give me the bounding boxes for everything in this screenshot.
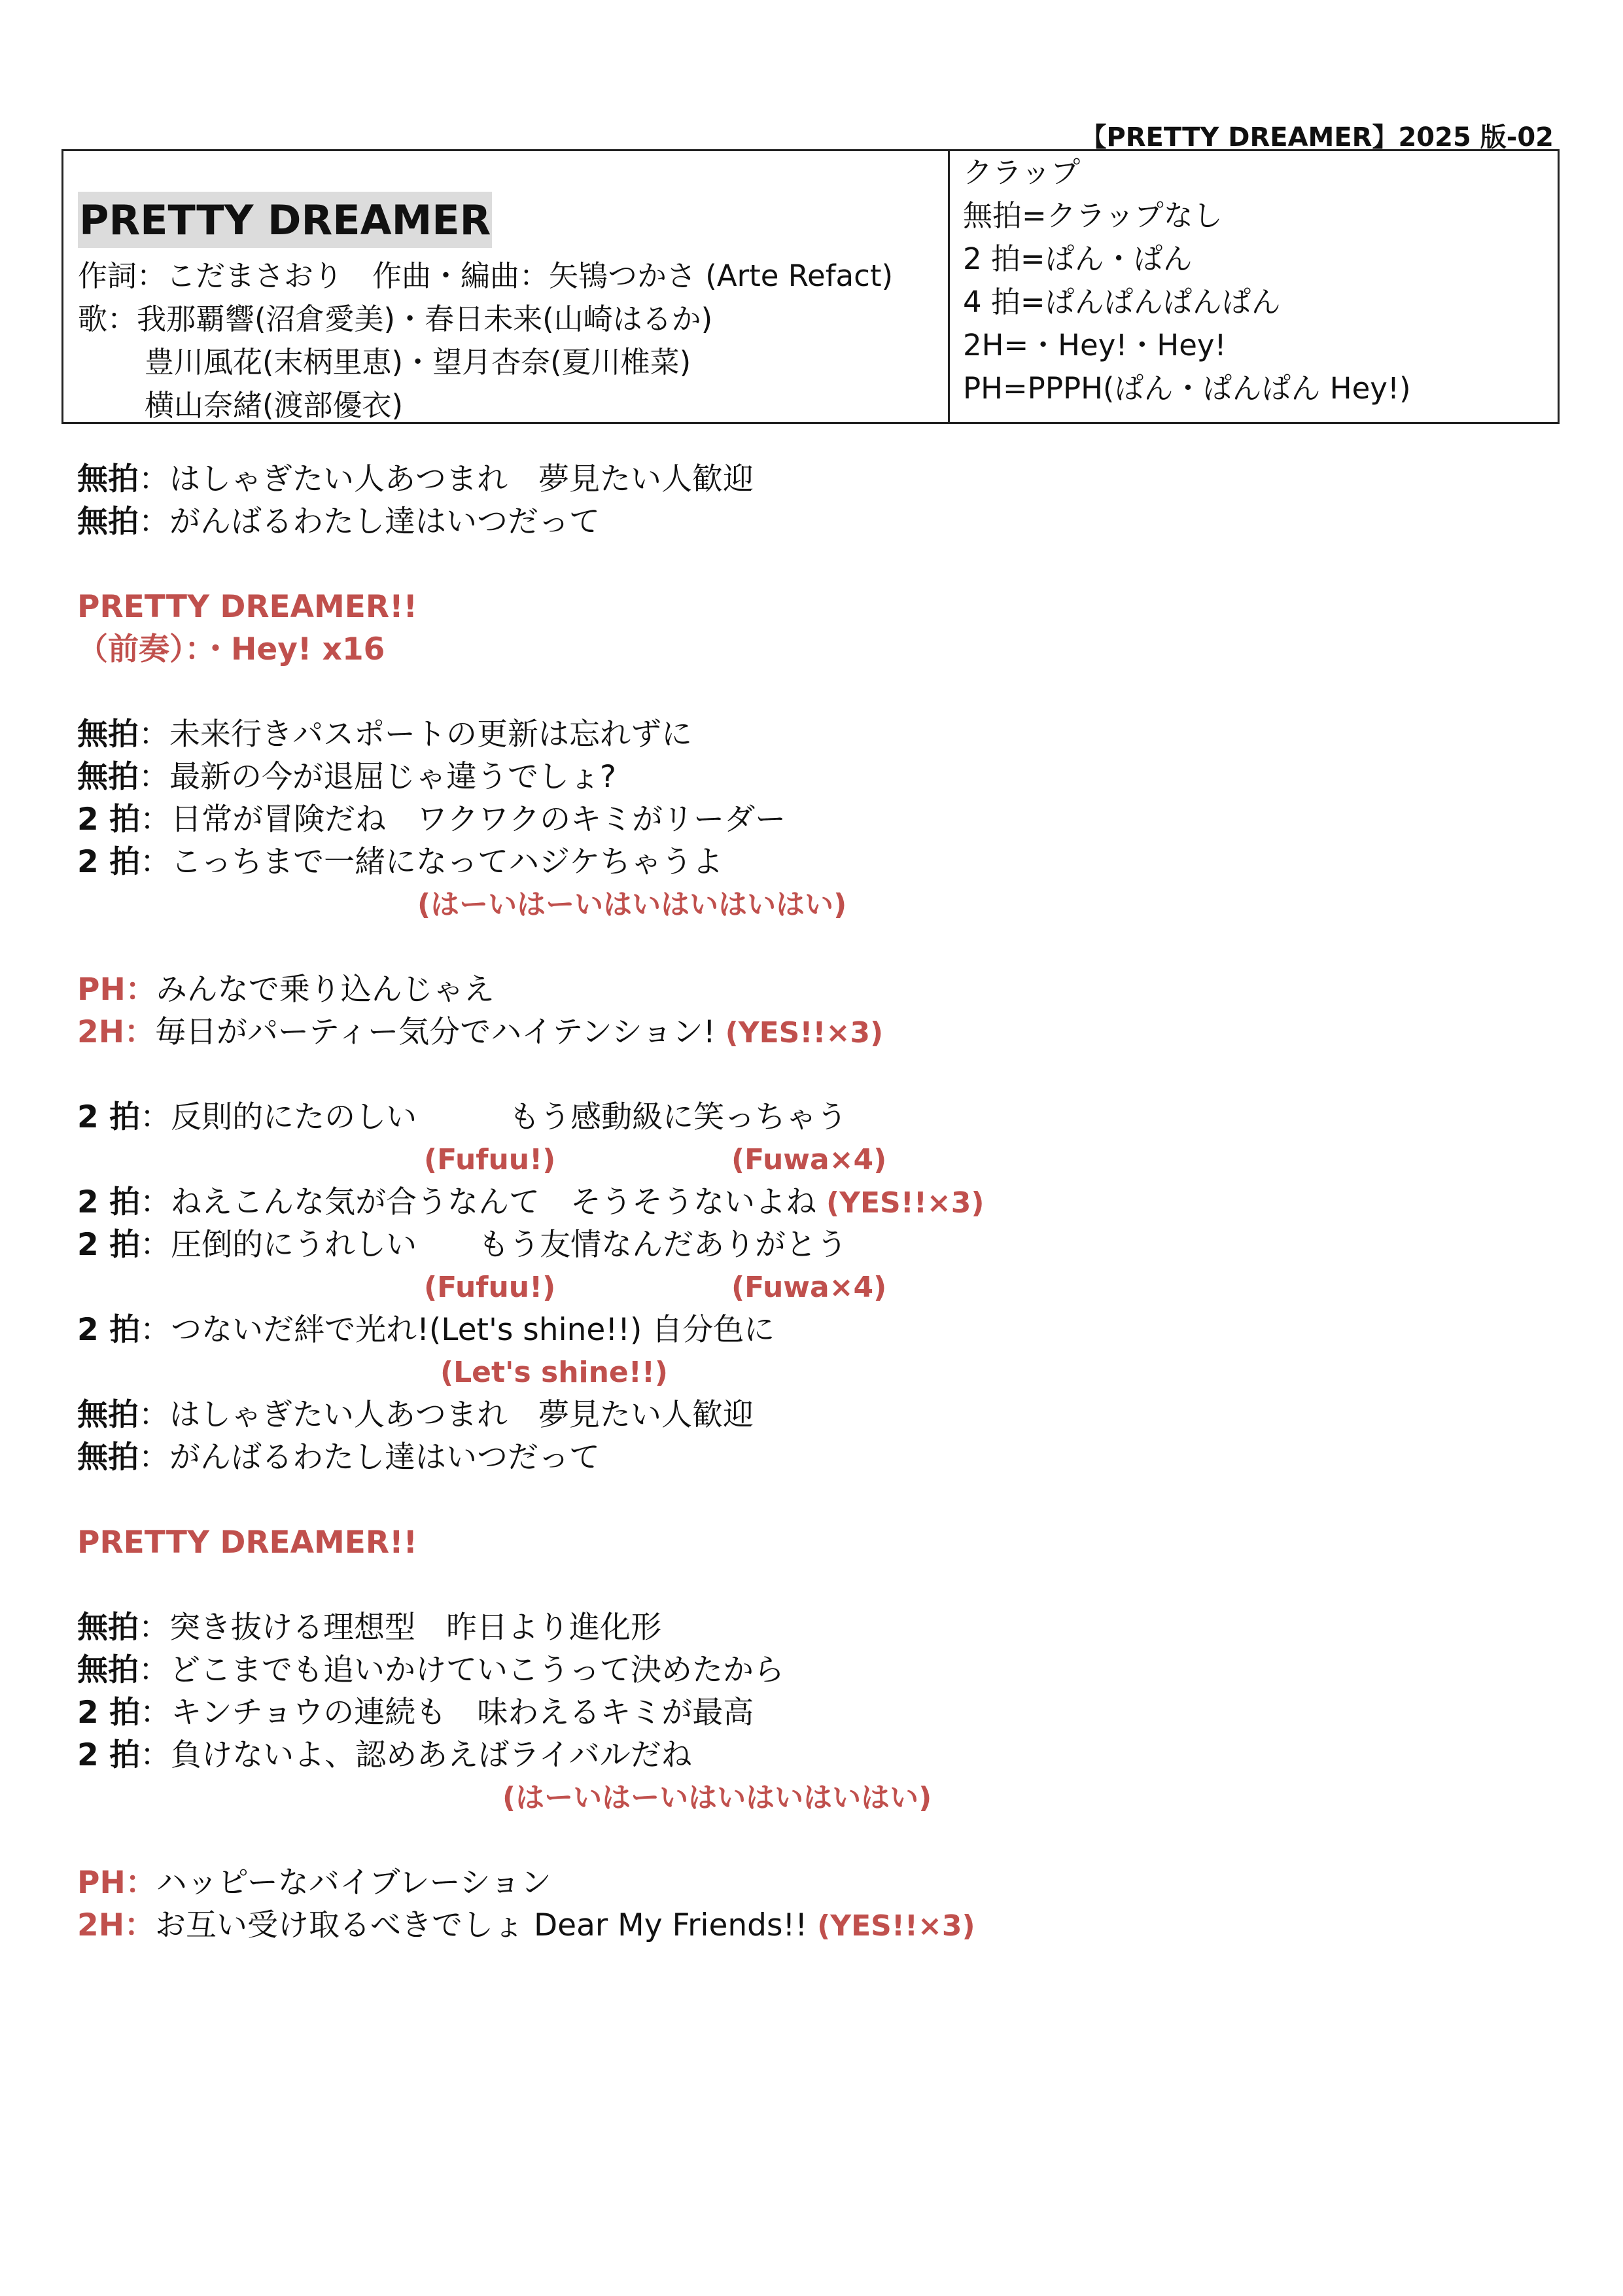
lyric-line xyxy=(77,1096,1549,1139)
blank-line xyxy=(77,1053,1549,1096)
lyric-text: ：つないだ絆で光れ!(Let's shine!!) 自分色に xyxy=(140,1312,775,1348)
lyric-line xyxy=(77,458,1549,501)
lyric-line xyxy=(77,1309,1549,1351)
call-response: (Fufuu!) xyxy=(424,1143,556,1176)
clap-label: 2 拍 xyxy=(77,1184,141,1220)
lyric-text: ：圧倒的にうれしい もう友情なんだありがとう xyxy=(140,1227,848,1263)
call-response: (Fufuu!) xyxy=(424,1271,556,1304)
lyric-line xyxy=(77,1606,1549,1649)
legend-heading: クラップ xyxy=(963,155,1081,190)
lyric-text: みんなで乗り込んじゃえ xyxy=(156,972,495,1008)
credit-line-singers-2: 豊川風花(末柄里恵)・望月杏奈(夏川椎菜) xyxy=(145,345,691,380)
lyric-line xyxy=(77,586,1549,628)
lyric-text: ：はしゃぎたい人あつまれ 夢見たい人歓迎 xyxy=(139,461,754,497)
legend-item: 4 拍=ぱんぱんぱんぱん xyxy=(963,285,1281,319)
legend-item: 無拍=クラップなし xyxy=(963,198,1223,233)
section-cue: PRETTY DREAMER!! xyxy=(77,1525,417,1561)
clap-label: 2H： xyxy=(77,1907,156,1943)
clap-label: 無拍 xyxy=(77,1610,139,1646)
lyrics-body xyxy=(77,458,1549,1947)
blank-line xyxy=(77,926,1549,968)
lyric-line xyxy=(77,1691,1549,1734)
section-cue: （前奏）：・Hey! x16 xyxy=(77,631,385,667)
lyric-line xyxy=(77,1394,1549,1436)
lyric-text: ：反則的にたのしい もう感動級に笑っちゃう xyxy=(140,1099,848,1135)
lyric-text: お互い受け取るべきでしょ Dear My Friends!! xyxy=(155,1907,818,1943)
credit-line-composer: 作詞：こだまさおり 作曲・編曲：矢鴇つかさ (Arte Refact) xyxy=(78,258,894,293)
lyric-line xyxy=(77,628,1549,671)
call-response: (はーいはーいはいはいはいはい) xyxy=(502,1781,932,1814)
lyric-line xyxy=(77,713,1549,756)
lyric-line xyxy=(77,1862,1549,1904)
lyric-text: ：はしゃぎたい人あつまれ 夢見たい人歓迎 xyxy=(139,1397,754,1433)
clap-label: 無拍 xyxy=(77,716,139,752)
lyric-text: ：未来行きパスポートの更新は忘れずに xyxy=(139,716,692,752)
lyric-line xyxy=(77,501,1549,543)
callout-line xyxy=(77,1266,1549,1309)
song-title: PRETTY DREAMER xyxy=(78,192,492,248)
call-response: (Fuwa×4) xyxy=(731,1143,887,1176)
lyric-text: ：負けないよ、認めあえばライバルだね xyxy=(140,1737,692,1773)
lyric-line xyxy=(77,1181,1549,1224)
lyric-text: ：がんばるわたし達はいつだって xyxy=(139,1439,600,1475)
lyric-line xyxy=(77,798,1549,841)
clap-label: 無拍 xyxy=(77,461,139,497)
lyric-text: ：キンチョウの連続も 味わえるキミが最高 xyxy=(140,1695,754,1731)
credit-line-singers: 歌：我那覇響(沼倉愛美)・春日未来(山崎はるか) xyxy=(78,302,713,336)
lyric-text: 毎日がパーティー気分でハイテンション! xyxy=(155,1014,725,1050)
lyric-text: ：がんばるわたし達はいつだって xyxy=(139,504,600,540)
clap-label: 2 拍 xyxy=(77,1227,141,1263)
lyric-line xyxy=(77,1436,1549,1479)
blank-line xyxy=(77,543,1549,586)
blank-line xyxy=(77,671,1549,713)
lyric-text: ：日常が冒険だね ワクワクのキミがリーダー xyxy=(140,802,786,838)
call-response: (YES!!×3) xyxy=(826,1186,985,1220)
clap-label: 無拍 xyxy=(77,759,139,795)
lyric-line xyxy=(77,1521,1549,1564)
clap-legend-cell xyxy=(950,151,1558,422)
credit-line-singers-3: 横山奈緒(渡部優衣) xyxy=(145,388,404,423)
song-credits-cell xyxy=(63,151,950,422)
call-response: (はーいはーいはいはいはいはい) xyxy=(417,888,847,921)
clap-label: 2 拍 xyxy=(77,1099,141,1135)
call-response: (Fuwa×4) xyxy=(731,1271,887,1304)
lyric-line xyxy=(77,1734,1549,1776)
callout-line xyxy=(77,1139,1549,1181)
section-cue: PRETTY DREAMER!! xyxy=(77,589,417,625)
clap-label: PH： xyxy=(77,972,156,1008)
lyric-line xyxy=(77,1011,1549,1053)
legend-item: 2 拍=ぱん・ぱん xyxy=(963,241,1193,276)
clap-label: 無拍 xyxy=(77,1652,139,1688)
lyric-line xyxy=(77,756,1549,798)
callout-line xyxy=(77,883,1549,926)
call-response: (YES!!×3) xyxy=(817,1909,975,1943)
call-response: (YES!!×3) xyxy=(725,1016,884,1050)
clap-label: PH： xyxy=(77,1865,156,1901)
lyric-line xyxy=(77,841,1549,883)
lyric-text: ：ねえこんな気が合うなんて そうそうないよね xyxy=(140,1184,827,1220)
clap-label: 2 拍 xyxy=(77,844,141,880)
lyric-line xyxy=(77,1224,1549,1266)
callout-line xyxy=(77,1351,1549,1394)
lyric-line xyxy=(77,968,1549,1011)
clap-label: 2H： xyxy=(77,1014,156,1050)
clap-label: 無拍 xyxy=(77,504,139,540)
lyric-text: ：こっちまで一緒になってハジケちゃうよ xyxy=(140,844,724,880)
clap-label: 2 拍 xyxy=(77,1312,141,1348)
lyric-text: ：どこまでも追いかけていこうって決めたから xyxy=(139,1652,784,1688)
clap-label: 2 拍 xyxy=(77,1695,141,1731)
blank-line xyxy=(77,1819,1549,1862)
blank-line xyxy=(77,1564,1549,1606)
legend-item: 2H=・Hey!・Hey! xyxy=(963,328,1227,362)
lyric-text: ハッピーなバイブレーション xyxy=(156,1865,551,1901)
lyric-text: ：最新の今が退屈じゃ違うでしょ? xyxy=(139,759,616,795)
call-response: (Let's shine!!) xyxy=(440,1356,669,1389)
lyric-line xyxy=(77,1649,1549,1691)
callout-line xyxy=(77,1776,1549,1819)
lyric-text: ：突き抜ける理想型 昨日より進化形 xyxy=(139,1610,661,1646)
clap-label: 2 拍 xyxy=(77,802,141,838)
lyric-line xyxy=(77,1904,1549,1947)
legend-item: PH=PPPH(ぱん・ぱんぱん Hey!) xyxy=(963,371,1411,406)
song-info-table xyxy=(61,149,1560,424)
blank-line xyxy=(77,1479,1549,1521)
document-id: 【PRETTY DREAMER】2025 版-02 xyxy=(1080,122,1554,152)
clap-label: 無拍 xyxy=(77,1439,139,1475)
clap-label: 無拍 xyxy=(77,1397,139,1433)
clap-label: 2 拍 xyxy=(77,1737,141,1773)
